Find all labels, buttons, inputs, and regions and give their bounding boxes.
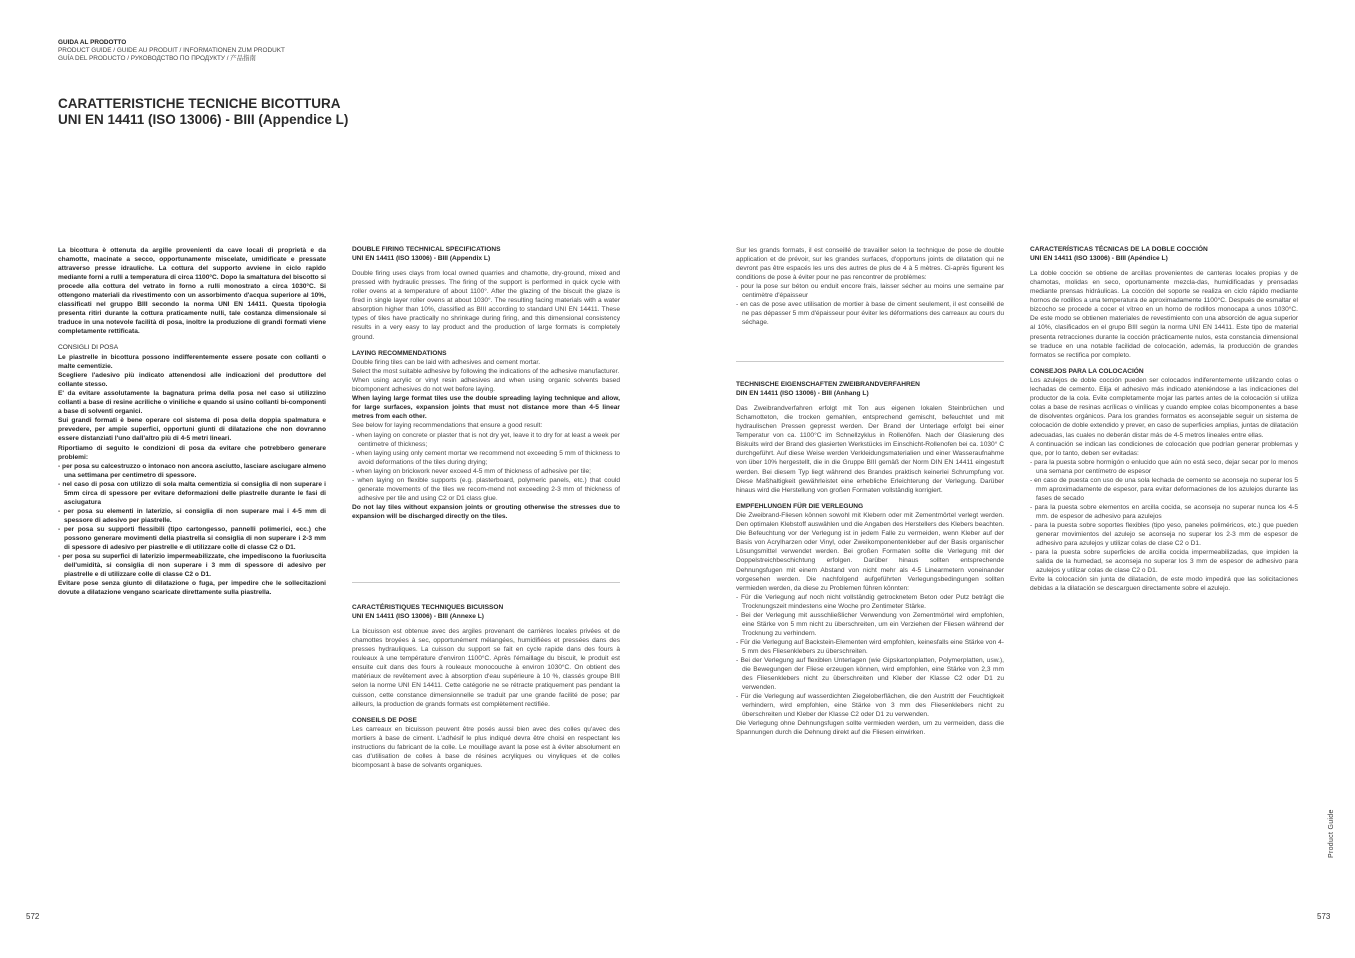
es-li-5: - para la puesta sobre superficies de arcilla cocida impermeabilizadas, que impiden la salida de la humedad, se aconseja no superar los 3 mm de espesor de adhesivo para azulejos y utilizar colas de clase C2 o D1.	[1030, 549, 1298, 575]
it-p2: Scegliere l'adesivo più indicato attenendosi alle indicazioni del produttore del collante stesso.	[58, 372, 326, 389]
it-p1: Le piastrelle in bicottura possono indifferentemente essere posate con collanti o malte cementizie.	[58, 354, 326, 371]
en-p3: When using acrylic or vinyl resin adhesives and when using organic solvents based bicomponent adhesives do not wet before laying.	[352, 377, 620, 394]
es-p2: A continuación se indican las condiciones de colocación que podrían generar problemas y que, por lo tanto, deben ser evitadas:	[1030, 440, 1298, 457]
it-p3: E' da evitare assolutamente la bagnatura prima della posa nel caso si utilizzino collanti a base di resine acriliche o viniliche e quando si usino collanti bi-componenti a base di solventi organici.	[58, 390, 326, 416]
de-title-1: TECHNISCHE EIGENSCHAFTEN ZWEIBRANDVERFAHREN	[736, 381, 920, 388]
guide-header	[58, 39, 285, 62]
es-intro: La doble cocción se obtiene de arcillas provenientes de canteras locales propias y de chamotas, molidas en seco, oportunamente mezcla-das, humidificadas y prensadas mediante prensas hidráulicas. La cocción del soporte se realiza en ciclo rápido mediante hornos de rodillos a una temperatura de aproximadamente 1100°C. Después de esmaltar el bizcocho se procede a cocer el vítreo en un horno de rodillos monocapa a unos 1030°C. De este modo se obtienen materiales de revestimiento con una absorción de agua superior al 10%, clasificados en el grupo BIII según la norma UNI EN 14411. Este tipo de material presenta retracciones durante la cocción prácticamente nulos, esta constancia dimensional se traduce en una notable facilidad de colocación, además, la producción de grandes formatos se rectifica por completo.	[1030, 270, 1298, 359]
fr-title-2: UNI EN 14411 (ISO 13006) - BIII (Annexe L)	[352, 612, 484, 620]
fr-laying-title: CONSEILS DE POSE	[352, 716, 417, 724]
en-li-2: - when laying using only cement mortar we recommend not exceeding 5 mm of thickness to avoid deformations of the tiles during drying;	[352, 449, 620, 466]
divider-en-fr	[352, 582, 620, 583]
page-title	[58, 96, 348, 128]
fr-p1: Les carreaux en bicuisson peuvent être posés aussi bien avec des colles qu'avec des mortiers à base de ciment. L'adhésif le plus indiqué devra être choisi en respectant les instructions du fabricant de la colle. Le mouillage avant la pose est à éviter absolument en cas d'utilisation de colles à base de résines acryliques ou vinyliques et de colles bicomposant à base de solvants organiques.	[352, 726, 620, 770]
de-title-2: DIN EN 14411 (ISO 13006) - BIII (Anhang L)	[736, 389, 869, 397]
title-line-1: CARATTERISTICHE TECNICHE BICOTTURA	[58, 96, 341, 111]
en-laying-title: LAYING RECOMMENDATIONS	[352, 349, 447, 357]
column-english	[352, 246, 620, 521]
it-li-2: - nel caso di posa con utilizzo di sola malta cementizia si consiglia di non superare i 5mm circa di spessore per evitare deformazioni delle piastrelle durante le fasi di asciugatura	[58, 480, 326, 506]
es-li-2: - en caso de puesta con uso de una sola lechada de cemento se aconseja no superar los 5 mm aproximadamente de espesor, para evitar deformaciones de los azulejos durante las fases de secado	[1030, 476, 1298, 502]
es-p3: Evite la colocación sin junta de dilatación, de este modo impedirá que las solicitaciones debidas a la dilatación se descarguen directamente sobre el azulejo.	[1030, 576, 1298, 593]
header-line-2: PRODUCT GUIDE / GUIDE AU PRODUIT / INFORMATIONEN ZUM PRODUKT	[58, 46, 285, 54]
de-li-2: - Bei der Verlegung mit ausschließlicher Verwendung von Zementmörtel wird empfohlen, eine Stärke von 5 mm nicht zu überschreiten, um ein Verziehen der Fliesen während der Trocknung zu verhindern.	[736, 611, 1004, 637]
it-p6: Evitare pose senza giunto di dilatazione o fuga, per impedire che le sollecitazioni dovute a dilatazione vengano scaricate direttamente sulla piastrella.	[58, 580, 326, 597]
it-li-5: - per posa su superfici di laterizio impermeabilizzate, che impediscono la fuoriuscita dell'umidità, si consiglia di non superare i 3 mm di spessore di adesivo per piastrelle e di utilizzare colle di classe C2 o D1.	[58, 553, 326, 579]
fr-title-1: CARACTÉRISTIQUES TECHNIQUES BICUISSON	[352, 604, 504, 611]
en-intro: Double firing uses clays from local owned quarries and chamotte, dry-ground, mixed and pressed with hydraulic presses. The firing of the support is performed in quick cycle with roller ovens at a temperature of about 1100°. After the glazing of the biscuit the glaze is fired in single layer roller ovens at about 1030°. The resulting facing materials with a water absorption higher than 10%, classified as BIII according to standard UNI EN 14411. These types of tiles have practically no shrinkage during firing, and this dimensional consistency results in a very easy to lay product and the production of large formats is completely ground.	[352, 270, 620, 341]
column-french-continued	[736, 246, 1004, 327]
it-p5: Riportiamo di seguito le condizioni di posa da evitare che potrebbero generare problemi:	[58, 444, 326, 461]
es-p1: Los azulejos de doble cocción pueden ser colocados indiferentemente utilizando colas o lechadas de cemento. Elija el adhesivo más indicado ateniéndose a las indicaciones del productor de la cola. Evite completamente mojar las partes antes de la colocación si utiliza colas a base de resinas acrílicas o vinílicas y cuando emplee colas bicomponentes a base de disolventes orgánicos. Para los grandes formatos es aconsejable seguir un sistema de colocación de doble extendido y prever, en caso de superficies amplias, juntas de dilatación adecuadas, las cuales no deberán distar más de 4-5 metros lineales entre ellas.	[1030, 377, 1298, 439]
column-spanish	[1030, 246, 1298, 593]
es-li-1: - para la puesta sobre hormigón o enlucido que aún no está seco, dejar secar por lo menos una semana por centímetro de espesor	[1030, 458, 1298, 475]
page-number-right: 573	[1317, 912, 1331, 921]
en-p6: Do not lay tiles without expansion joints or grouting otherwise the stresses due to expansion will be discharged directly on the tiles.	[352, 503, 620, 520]
fr-intro: La bicuisson est obtenue avec des argiles provenant de carrières locales privées et de chamottes broyées à sec, opportunément mélangées, humidifiées et pressées dans des presses hydrauliques. La cuisson du support se fait en cycle rapide dans des fours à rouleaux à une température d'environ 1100°C. Après l'émaillage du biscuit, le produit est ensuite cuit dans des fours à rouleaux monocouche à environ 1030°C. On obtient des matériaux de revêtement avec à absorption d'eau supérieure à 10 %, classés groupe BIII selon la norme UNI EN 14411. Cette catégorie ne se rétracte pratiquement pas pendant la cuisson, cette constance dimensionnelle se traduit par une grande facilité de pose; par ailleurs, la production de grands formats est complètement rectifiée.	[352, 628, 620, 708]
en-li-1: - when laying on concrete or plaster that is not dry yet, leave it to dry for at least a week per centimetre of thickness;	[352, 431, 620, 448]
side-label-text: Product Guide	[1328, 809, 1335, 858]
de-li-4: - Bei der Verlegung auf flexiblen Unterlagen (wie Gipskartonplatten, Polymerplatten, usw.), die Bewegungen der Fliese erzeugen können, wird empfohlen, eine Stärke von 2,3 mm des Fliesenklebers nicht zu überschreiten und Kleber der Klasse C2 oder D1 zu verwenden.	[736, 657, 1004, 692]
side-label	[1328, 800, 1355, 860]
de-li-5: - Für die Verlegung auf wasserdichten Ziegeloberflächen, die den Austritt der Feuchtigkeit verhindern, wird empfohlen, eine Stärke von 3 mm des Fliesenklebers nicht zu überschreiten und Kleber der Klasse C2 oder D1 zu verwenden.	[736, 693, 1004, 719]
en-title-1: DOUBLE FIRING TECHNICAL SPECIFICATIONS	[352, 246, 501, 253]
de-li-3: - Für die Verlegung auf Backstein-Elementen wird empfohlen, keinesfalls eine Stärke von 4-5 mm des Fliesenklebers zu überschreiten.	[736, 638, 1004, 655]
en-p1: Double firing tiles can be laid with adhesives and cement mortar.	[352, 359, 541, 367]
column-italian	[58, 246, 326, 597]
de-p1: Die Zweibrand-Fliesen können sowohl mit Klebern oder mit Zementmörtel verlegt werden. Den optimalen Klebstoff auswählen und die Angaben des Herstellers des Klebers beachten. Die Befeuchtung vor der Verlegung ist in jedem Falle zu vermeiden, wenn Kleber auf der Basis von Acrylharzen oder Vinyl, oder Zweikomponentenkleber auf der Basis organischer Lösungsmittel verwendet werden. Bei großen Formaten sollte die Verlegung mit der Doppelstreichbeschichtung erfolgen. Darüber hinaus sollten entsprechende Dehnungsfugen mit einem Abstand von nicht mehr als 4-5 Linearmetern voneinander vorgesehen werden. Die nachfolgend aufgeführten Verlegungsbedingungen sollten vermieden werden, da diese zu Problemen führen könnten:	[736, 512, 1004, 592]
it-intro: La bicottura è ottenuta da argille provenienti da cave locali di proprietà e da chamotte, macinate a secco, opportunamente miscelate, umidificate e pressate attraverso presse idrauliche. La cottura del supporto avviene in ciclo rapido mediante forni a rulli a temperatura di circa 1100°C. Dopo la smaltatura del biscotto si procede alla cottura del vetrato in forno a rulli monostrato a circa 1030°C. Si ottengono materiali da rivestimento con un assorbimento d'acqua superiore al 10%, classificati nel gruppo BIII secondo la norma UNI EN 14411. Questa tipologia presenta ritiri durante la cottura praticamente nulli, tale costanza dimensionale si traduce in una notevole facilità di posa, inoltre la produzione di grandi formati viene completamente rettificata.	[58, 247, 326, 336]
header-line-3: GUÍA DEL PRODUCTO / РУКОВОДСТВО ПО ПРОДУКТУ / 产品指南	[58, 54, 256, 62]
es-laying-title: CONSEJOS PARA LA COLOCACIÓN	[1030, 367, 1144, 375]
en-p5: See below for laying recommendations that ensure a good result:	[352, 422, 543, 430]
de-li-1: - Für die Verlegung auf noch nicht vollständig getrocknetem Beton oder Putz beträgt die Trocknungszeit mindestens eine Woche pro Zentimeter Stärke.	[736, 593, 1004, 610]
en-p2: Select the most suitable adhesive by following the indications of the adhesive manufacturer.	[352, 368, 620, 376]
column-german	[736, 381, 1004, 737]
divider-fr-de	[736, 361, 1004, 362]
it-li-3: - per posa su elementi in laterizio, si consiglia di non superare mai i 4-5 mm di spessore di adesivo per piastrelle.	[58, 507, 326, 524]
fr-li-1: - pour la pose sur béton ou enduit encore frais, laisser sécher au moins une semaine par centimètre d'épaisseur	[736, 283, 1004, 300]
es-title-1: CARACTERÍSTICAS TÉCNICAS DE LA DOBLE COCCIÓN	[1030, 246, 1208, 253]
en-li-4: - when laying on flexible supports (e.g. plasterboard, polymeric panels, etc.) that could generate movements of the tiles we recom-mend not exceeding 2-3 mm of thickness of adhesive per tile and using C2 or D1 class glue.	[352, 476, 620, 502]
title-line-2: UNI EN 14411 (ISO 13006) - BIII (Appendice L)	[58, 112, 349, 127]
it-p4: Sui grandi formati è bene operare col sistema di posa della doppia spalmatura e prevedere, per ampie superfici, opportuni giunti di dilatazione che non dovranno essere distanziati l'uno dall'altro più di 4-5 metri lineari.	[58, 417, 326, 443]
de-intro: Das Zweibrandverfahren erfolgt mit Ton aus eigenen lokalen Steinbrüchen und Schamotteton, die trocken gemahlen, entsprechend gemischt, befeuchtet und mit hydraulischen Pressen gepresst werden. Der Brand der Unterlage erfolgt bei einer Temperatur von ca. 1100°C im Schnellzyklus in Rollenöfen. Nach der Glasierung des Biskuits wird der Brand des glasierten Werkstücks im Einschicht-Rollenofen bei ca. 1030° C durchgeführt. Auf diese Weise werden Verkleidungsmaterialien und einer Wasseraufnahme von über 10% hergestellt, die in die Gruppe BIII gemäß der Norm DIN EN 14411 eingestuft werden. Bei diesem Typ liegt während des Brandes praktisch keinerlei Schrumpfung vor. Diese Maßhaltigkeit gewährleistet eine erhebliche Erleichterung der Verlegung. Darüber hinaus wird die Herstellung von großen Formaten vollständig korrigiert.	[736, 405, 1004, 494]
fr-c2-p1: Sur les grands formats, il est conseillé de travailler selon la technique de pose de double application et de prévoir, sur les grandes surfaces, d'opportuns joints de dilatation qui ne devront pas être espacés les uns des autres de plus de 4 à 5 mètres. Ci-après figurent les conditions de pose à éviter pour ne pas rencontrer de problèmes:	[736, 247, 1004, 282]
it-li-4: - per posa su supporti flessibili (tipo cartongesso, pannelli polimerici, ecc.) che possono generare movimenti della piastrella si consiglia di non superare i 2-3 mm di spessore di adesivo per piastrelle e di utilizzare colle di classe C2 o D1.	[58, 525, 326, 552]
es-title-2: UNI EN 14411 (ISO 13006) - BIII (Apéndice L)	[1030, 254, 1168, 262]
de-laying-title: EMPFEHLUNGEN FÜR DIE VERLEGUNG	[736, 502, 864, 510]
en-li-3: - when laying on brickwork never exceed 4-5 mm of thickness of adhesive per tile;	[352, 467, 591, 475]
es-li-3: - para la puesta sobre elementos en arcilla cocida, se aconseja no superar nunca los 4-5 mm. de espesor de adhesivo para azulejos	[1030, 503, 1298, 520]
column-french	[352, 604, 620, 770]
es-li-4: - para la puesta sobre soportes flexibles (tipo yeso, paneles poliméricos, etc.) que pueden generar movimientos del azulejo se aconseja no superar los 2-3 mm de espesor de adhesivo para azulejos y utilizar colas de clase C2 o D1.	[1030, 522, 1298, 548]
en-p4: When laying large format tiles use the double spreading laying technique and allow, for large surfaces, expansion joints that must not distance more than 4-5 linear metres from each other.	[352, 395, 620, 421]
it-li-1: - per posa su calcestruzzo o intonaco non ancora asciutto, lasciare asciugare almeno una settimana per centimetro di spessore.	[58, 462, 326, 479]
it-laying-title: CONSIGLI DI POSA	[58, 344, 119, 352]
de-p2: Die Verlegung ohne Dehnungsfugen sollte vermieden werden, um zu vermeiden, dass die Spannungen durch die Dehnung direkt auf die Fliesen einwirken.	[736, 720, 1004, 737]
fr-li-2: - en cas de pose avec utilisation de mortier à base de ciment seulement, il est conseillé de ne pas dépasser 5 mm d'épaisseur pour éviter les déformations des carreaux au cours du séchage.	[736, 301, 1004, 327]
en-title-2: UNI EN 14411 (ISO 13006) - BIII (Appendix L)	[352, 254, 491, 262]
page-number-left: 572	[26, 912, 40, 921]
header-line-1: GUIDA AL PRODOTTO	[58, 39, 127, 46]
